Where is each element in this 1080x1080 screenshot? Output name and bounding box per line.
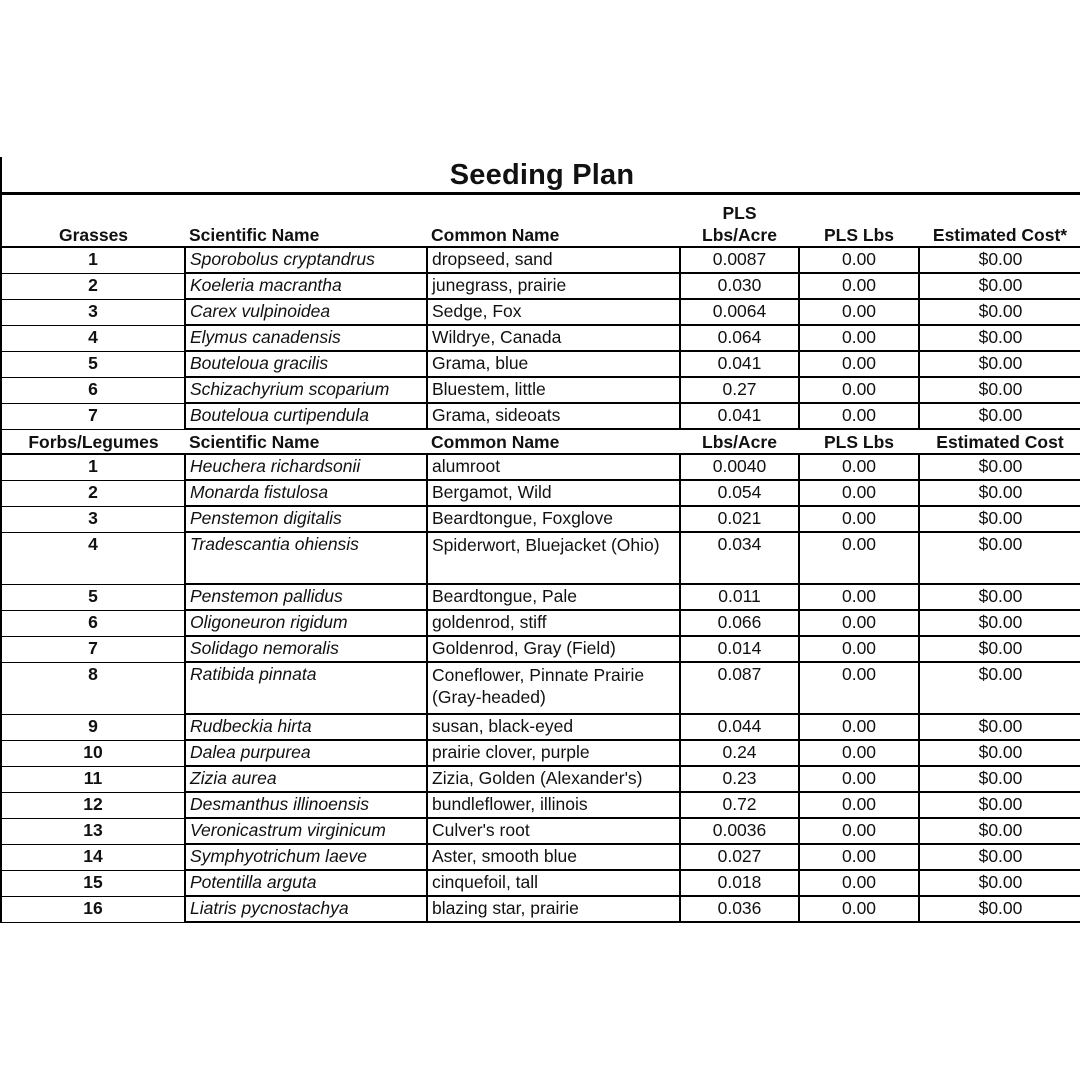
common-name: Beardtongue, Foxglove [427, 506, 680, 532]
scientific-name: Ratibida pinnata [185, 662, 427, 714]
scientific-name: Penstemon pallidus [185, 584, 427, 610]
seeding-table [0, 195, 1080, 923]
estimated-cost: $0.00 [919, 792, 1080, 818]
lbs-per-acre: 0.23 [680, 766, 799, 792]
row-number: 6 [1, 610, 185, 636]
table-row [1, 818, 1080, 844]
common-name: blazing star, prairie [427, 896, 680, 922]
lbs-per-acre: 0.064 [680, 325, 799, 351]
scientific-name-header: Scientific Name [185, 429, 427, 454]
pls-lbs: 0.00 [799, 480, 919, 506]
common-name: prairie clover, purple [427, 740, 680, 766]
lbs-acre-header: Lbs/Acre [680, 429, 799, 454]
estimated-cost: $0.00 [919, 818, 1080, 844]
scientific-name: Schizachyrium scoparium [185, 377, 427, 403]
estimated-cost: $0.00 [919, 480, 1080, 506]
common-name: Zizia, Golden (Alexander's) [427, 766, 680, 792]
row-number: 7 [1, 403, 185, 429]
page-title: Seeding Plan [449, 159, 635, 191]
scientific-name: Liatris pycnostachya [185, 896, 427, 922]
lbs-per-acre: 0.72 [680, 792, 799, 818]
pls-lbs: 0.00 [799, 818, 919, 844]
estimated-cost: $0.00 [919, 844, 1080, 870]
lbs-per-acre: 0.27 [680, 377, 799, 403]
lbs-per-acre: 0.0087 [680, 247, 799, 273]
common-name: Aster, smooth blue [427, 844, 680, 870]
estimated-cost: $0.00 [919, 325, 1080, 351]
scientific-name: Rudbeckia hirta [185, 714, 427, 740]
common-name: goldenrod, stiff [427, 610, 680, 636]
lbs-per-acre: 0.041 [680, 403, 799, 429]
scientific-name: Koeleria macrantha [185, 273, 427, 299]
estimated-cost: $0.00 [919, 714, 1080, 740]
estimated-cost: $0.00 [919, 896, 1080, 922]
table-row [1, 403, 1080, 429]
seeding-table-body [1, 195, 1080, 922]
pls-lbs: 0.00 [799, 896, 919, 922]
table-row [1, 792, 1080, 818]
estimated-cost: $0.00 [919, 403, 1080, 429]
row-number: 2 [1, 273, 185, 299]
lbs-per-acre: 0.034 [680, 532, 799, 584]
table-row [1, 636, 1080, 662]
estimated-cost: $0.00 [919, 766, 1080, 792]
pls-lbs: 0.00 [799, 870, 919, 896]
table-row [1, 584, 1080, 610]
pls-lbs: 0.00 [799, 351, 919, 377]
group-header-forbs: Forbs/Legumes [1, 429, 185, 454]
forbs-header-row [1, 429, 1080, 454]
common-name-header: Common Name [427, 429, 680, 454]
lbs-per-acre: 0.011 [680, 584, 799, 610]
common-name: Beardtongue, Pale [427, 584, 680, 610]
lbs-per-acre: 0.027 [680, 844, 799, 870]
lbs-per-acre: 0.036 [680, 896, 799, 922]
row-number: 5 [1, 351, 185, 377]
seeding-plan-sheet [0, 157, 1080, 923]
row-number: 13 [1, 818, 185, 844]
row-number: 6 [1, 377, 185, 403]
table-row [1, 766, 1080, 792]
common-name: Coneflower, Pinnate Prairie (Gray-headed) [427, 662, 680, 714]
common-name: bundleflower, illinois [427, 792, 680, 818]
row-number: 3 [1, 299, 185, 325]
estimated-cost: $0.00 [919, 454, 1080, 480]
common-name: Wildrye, Canada [427, 325, 680, 351]
pls-label: PLS [722, 203, 757, 223]
pls-lbs: 0.00 [799, 506, 919, 532]
pls-lbs: 0.00 [799, 532, 919, 584]
scientific-name: Monarda fistulosa [185, 480, 427, 506]
row-number: 15 [1, 870, 185, 896]
pls-lbs: 0.00 [799, 325, 919, 351]
common-name: Grama, blue [427, 351, 680, 377]
estimated-cost-header: Estimated Cost [919, 429, 1080, 454]
lbs-per-acre: 0.0064 [680, 299, 799, 325]
scientific-name: Zizia aurea [185, 766, 427, 792]
estimated-cost: $0.00 [919, 532, 1080, 584]
scientific-name-header: Scientific Name [185, 195, 427, 247]
row-number: 4 [1, 532, 185, 584]
lbs-per-acre: 0.0040 [680, 454, 799, 480]
estimated-cost: $0.00 [919, 584, 1080, 610]
row-number: 7 [1, 636, 185, 662]
common-name: junegrass, prairie [427, 273, 680, 299]
row-number: 3 [1, 506, 185, 532]
row-number: 11 [1, 766, 185, 792]
scientific-name: Symphyotrichum laeve [185, 844, 427, 870]
lbs-per-acre: 0.087 [680, 662, 799, 714]
common-name: alumroot [427, 454, 680, 480]
table-row [1, 299, 1080, 325]
pls-lbs: 0.00 [799, 844, 919, 870]
estimated-cost: $0.00 [919, 662, 1080, 714]
table-row [1, 662, 1080, 714]
common-name: Culver's root [427, 818, 680, 844]
pls-rate-header [680, 195, 799, 247]
pls-lbs: 0.00 [799, 714, 919, 740]
scientific-name: Solidago nemoralis [185, 636, 427, 662]
lbs-per-acre: 0.018 [680, 870, 799, 896]
lbs-per-acre: 0.066 [680, 610, 799, 636]
pls-lbs-header: PLS Lbs [799, 195, 919, 247]
pls-lbs: 0.00 [799, 662, 919, 714]
table-row [1, 896, 1080, 922]
lbs-per-acre: 0.054 [680, 480, 799, 506]
table-row [1, 714, 1080, 740]
common-name: Spiderwort, Bluejacket (Ohio) [427, 532, 680, 584]
row-number: 10 [1, 740, 185, 766]
scientific-name: Bouteloua gracilis [185, 351, 427, 377]
scientific-name: Sporobolus cryptandrus [185, 247, 427, 273]
row-number: 1 [1, 247, 185, 273]
grasses-header-row [1, 195, 1080, 247]
row-number: 4 [1, 325, 185, 351]
common-name: dropseed, sand [427, 247, 680, 273]
pls-lbs: 0.00 [799, 377, 919, 403]
row-number: 2 [1, 480, 185, 506]
table-row [1, 454, 1080, 480]
scientific-name: Desmanthus illinoensis [185, 792, 427, 818]
pls-lbs: 0.00 [799, 454, 919, 480]
table-row [1, 870, 1080, 896]
scientific-name: Dalea purpurea [185, 740, 427, 766]
pls-lbs: 0.00 [799, 403, 919, 429]
lbs-per-acre: 0.24 [680, 740, 799, 766]
pls-lbs: 0.00 [799, 273, 919, 299]
table-row [1, 273, 1080, 299]
scientific-name: Potentilla arguta [185, 870, 427, 896]
common-name: cinquefoil, tall [427, 870, 680, 896]
scientific-name: Penstemon digitalis [185, 506, 427, 532]
scientific-name: Veronicastrum virginicum [185, 818, 427, 844]
common-name: Bluestem, little [427, 377, 680, 403]
pls-lbs: 0.00 [799, 584, 919, 610]
table-row [1, 377, 1080, 403]
lbs-per-acre: 0.030 [680, 273, 799, 299]
estimated-cost: $0.00 [919, 247, 1080, 273]
estimated-cost: $0.00 [919, 299, 1080, 325]
row-number: 8 [1, 662, 185, 714]
table-row [1, 351, 1080, 377]
estimated-cost: $0.00 [919, 610, 1080, 636]
group-header-grasses: Grasses [1, 195, 185, 247]
common-name: Sedge, Fox [427, 299, 680, 325]
pls-lbs: 0.00 [799, 636, 919, 662]
scientific-name: Elymus canadensis [185, 325, 427, 351]
pls-lbs: 0.00 [799, 610, 919, 636]
pls-lbs: 0.00 [799, 247, 919, 273]
table-row [1, 610, 1080, 636]
scientific-name: Heuchera richardsonii [185, 454, 427, 480]
common-name: Grama, sideoats [427, 403, 680, 429]
pls-lbs: 0.00 [799, 766, 919, 792]
lbs-per-acre: 0.014 [680, 636, 799, 662]
scientific-name: Oligoneuron rigidum [185, 610, 427, 636]
common-name: Bergamot, Wild [427, 480, 680, 506]
lbs-acre-label: Lbs/Acre [702, 225, 777, 245]
table-row [1, 247, 1080, 273]
estimated-cost: $0.00 [919, 351, 1080, 377]
pls-lbs: 0.00 [799, 740, 919, 766]
table-row [1, 325, 1080, 351]
lbs-per-acre: 0.0036 [680, 818, 799, 844]
row-number: 16 [1, 896, 185, 922]
row-number: 5 [1, 584, 185, 610]
lbs-per-acre: 0.041 [680, 351, 799, 377]
table-row [1, 844, 1080, 870]
lbs-per-acre: 0.044 [680, 714, 799, 740]
estimated-cost: $0.00 [919, 377, 1080, 403]
common-name-header: Common Name [427, 195, 680, 247]
estimated-cost: $0.00 [919, 636, 1080, 662]
pls-lbs: 0.00 [799, 299, 919, 325]
estimated-cost: $0.00 [919, 870, 1080, 896]
pls-lbs-header: PLS Lbs [799, 429, 919, 454]
row-number: 14 [1, 844, 185, 870]
estimated-cost: $0.00 [919, 273, 1080, 299]
scientific-name: Carex vulpinoidea [185, 299, 427, 325]
common-name: Goldenrod, Gray (Field) [427, 636, 680, 662]
lbs-per-acre: 0.021 [680, 506, 799, 532]
estimated-cost-header: Estimated Cost* [919, 195, 1080, 247]
scientific-name: Bouteloua curtipendula [185, 403, 427, 429]
table-row [1, 740, 1080, 766]
table-row [1, 532, 1080, 584]
table-row [1, 506, 1080, 532]
table-row [1, 480, 1080, 506]
estimated-cost: $0.00 [919, 740, 1080, 766]
estimated-cost: $0.00 [919, 506, 1080, 532]
title-row [0, 157, 1080, 195]
row-number: 9 [1, 714, 185, 740]
pls-lbs: 0.00 [799, 792, 919, 818]
common-name: susan, black-eyed [427, 714, 680, 740]
row-number: 12 [1, 792, 185, 818]
row-number: 1 [1, 454, 185, 480]
scientific-name: Tradescantia ohiensis [185, 532, 427, 584]
